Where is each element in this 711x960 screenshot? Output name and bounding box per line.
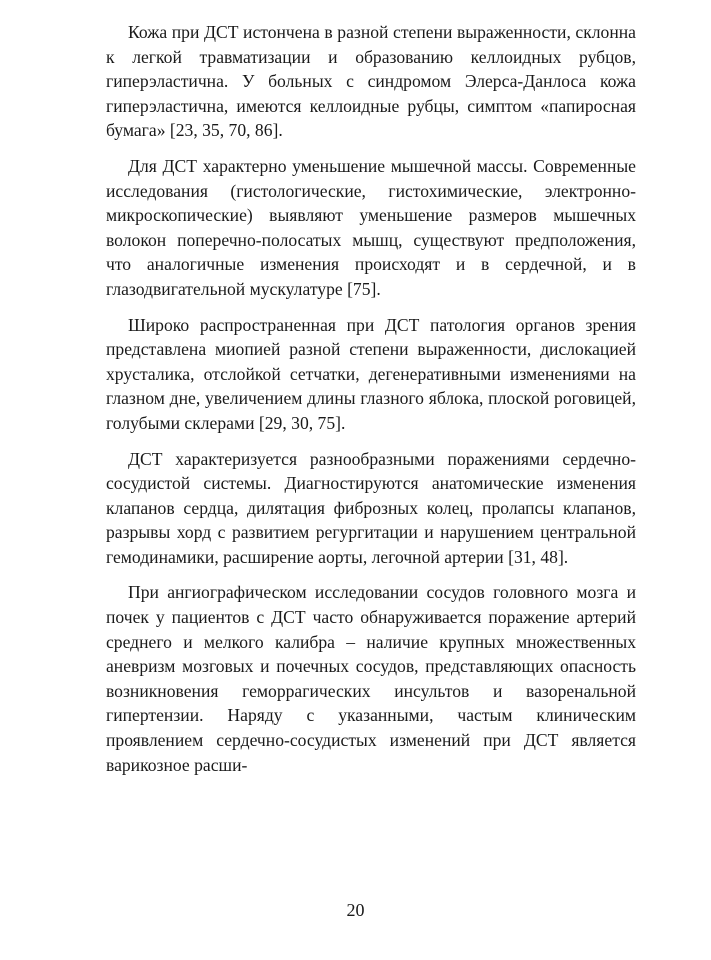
paragraph-cardiovascular: ДСТ характеризуется разнообразными поражениями сердечно-сосудистой системы. Диагностируются анатомические изменения клапанов сердца, дилятация фиброзных колец, пролапсы клапанов, разрывы хорд с развитием регургитации и нарушением центральной гемодинамики, расширение аорты, легочной артерии [31, 48]. bbox=[106, 448, 636, 567]
paragraph-skin: Кожа при ДСТ истончена в разной степени выраженности, склонна к легкой травматизации и образованию келлоидных рубцов, гиперэластична. У больных с синдромом Элерса-Данлоса кожа гиперэластична, имеются келлоидные рубцы, симптом «папиросная бумага» [23, 35, 70, 86]. bbox=[106, 22, 636, 141]
page-number: 20 bbox=[346, 900, 365, 920]
body-text bbox=[106, 20, 636, 788]
paragraph-vision: Широко распространенная при ДСТ патология органов зрения представлена миопией разной степени выраженности, дислокацией хрусталика, отслойкой сетчатки, дегенеративными изменениями на глазном дне, увеличением длины глазного яблока, плоской роговицей, голубыми склерами [29, 30, 75]. bbox=[106, 314, 636, 433]
paragraph-muscle: Для ДСТ характерно уменьшение мышечной массы. Современные исследования (гистологические, гистохимические, электронно-микроскопические) выявляют уменьшение размеров мышечных волокон поперечно-полосатых мышц, существуют предположения, что аналогичные изменения происходят и в сердечной, и в глазодвигательной мускулатуре [75]. bbox=[106, 155, 636, 299]
paragraph-angiography: При ангиографическом исследовании сосудов головного мозга и почек у пациентов с ДСТ часто обнаруживается поражение артерий среднего и мелкого калибра – наличие крупных множественных аневризм мозговых и почечных сосудов, представляющих опасность возникновения геморрагических инсультов и вазоренальной гипертензии. Наряду с указанными, частым клиническим проявлением сердечно-сосудистых изменений при ДСТ является варикозное расши- bbox=[106, 582, 636, 775]
